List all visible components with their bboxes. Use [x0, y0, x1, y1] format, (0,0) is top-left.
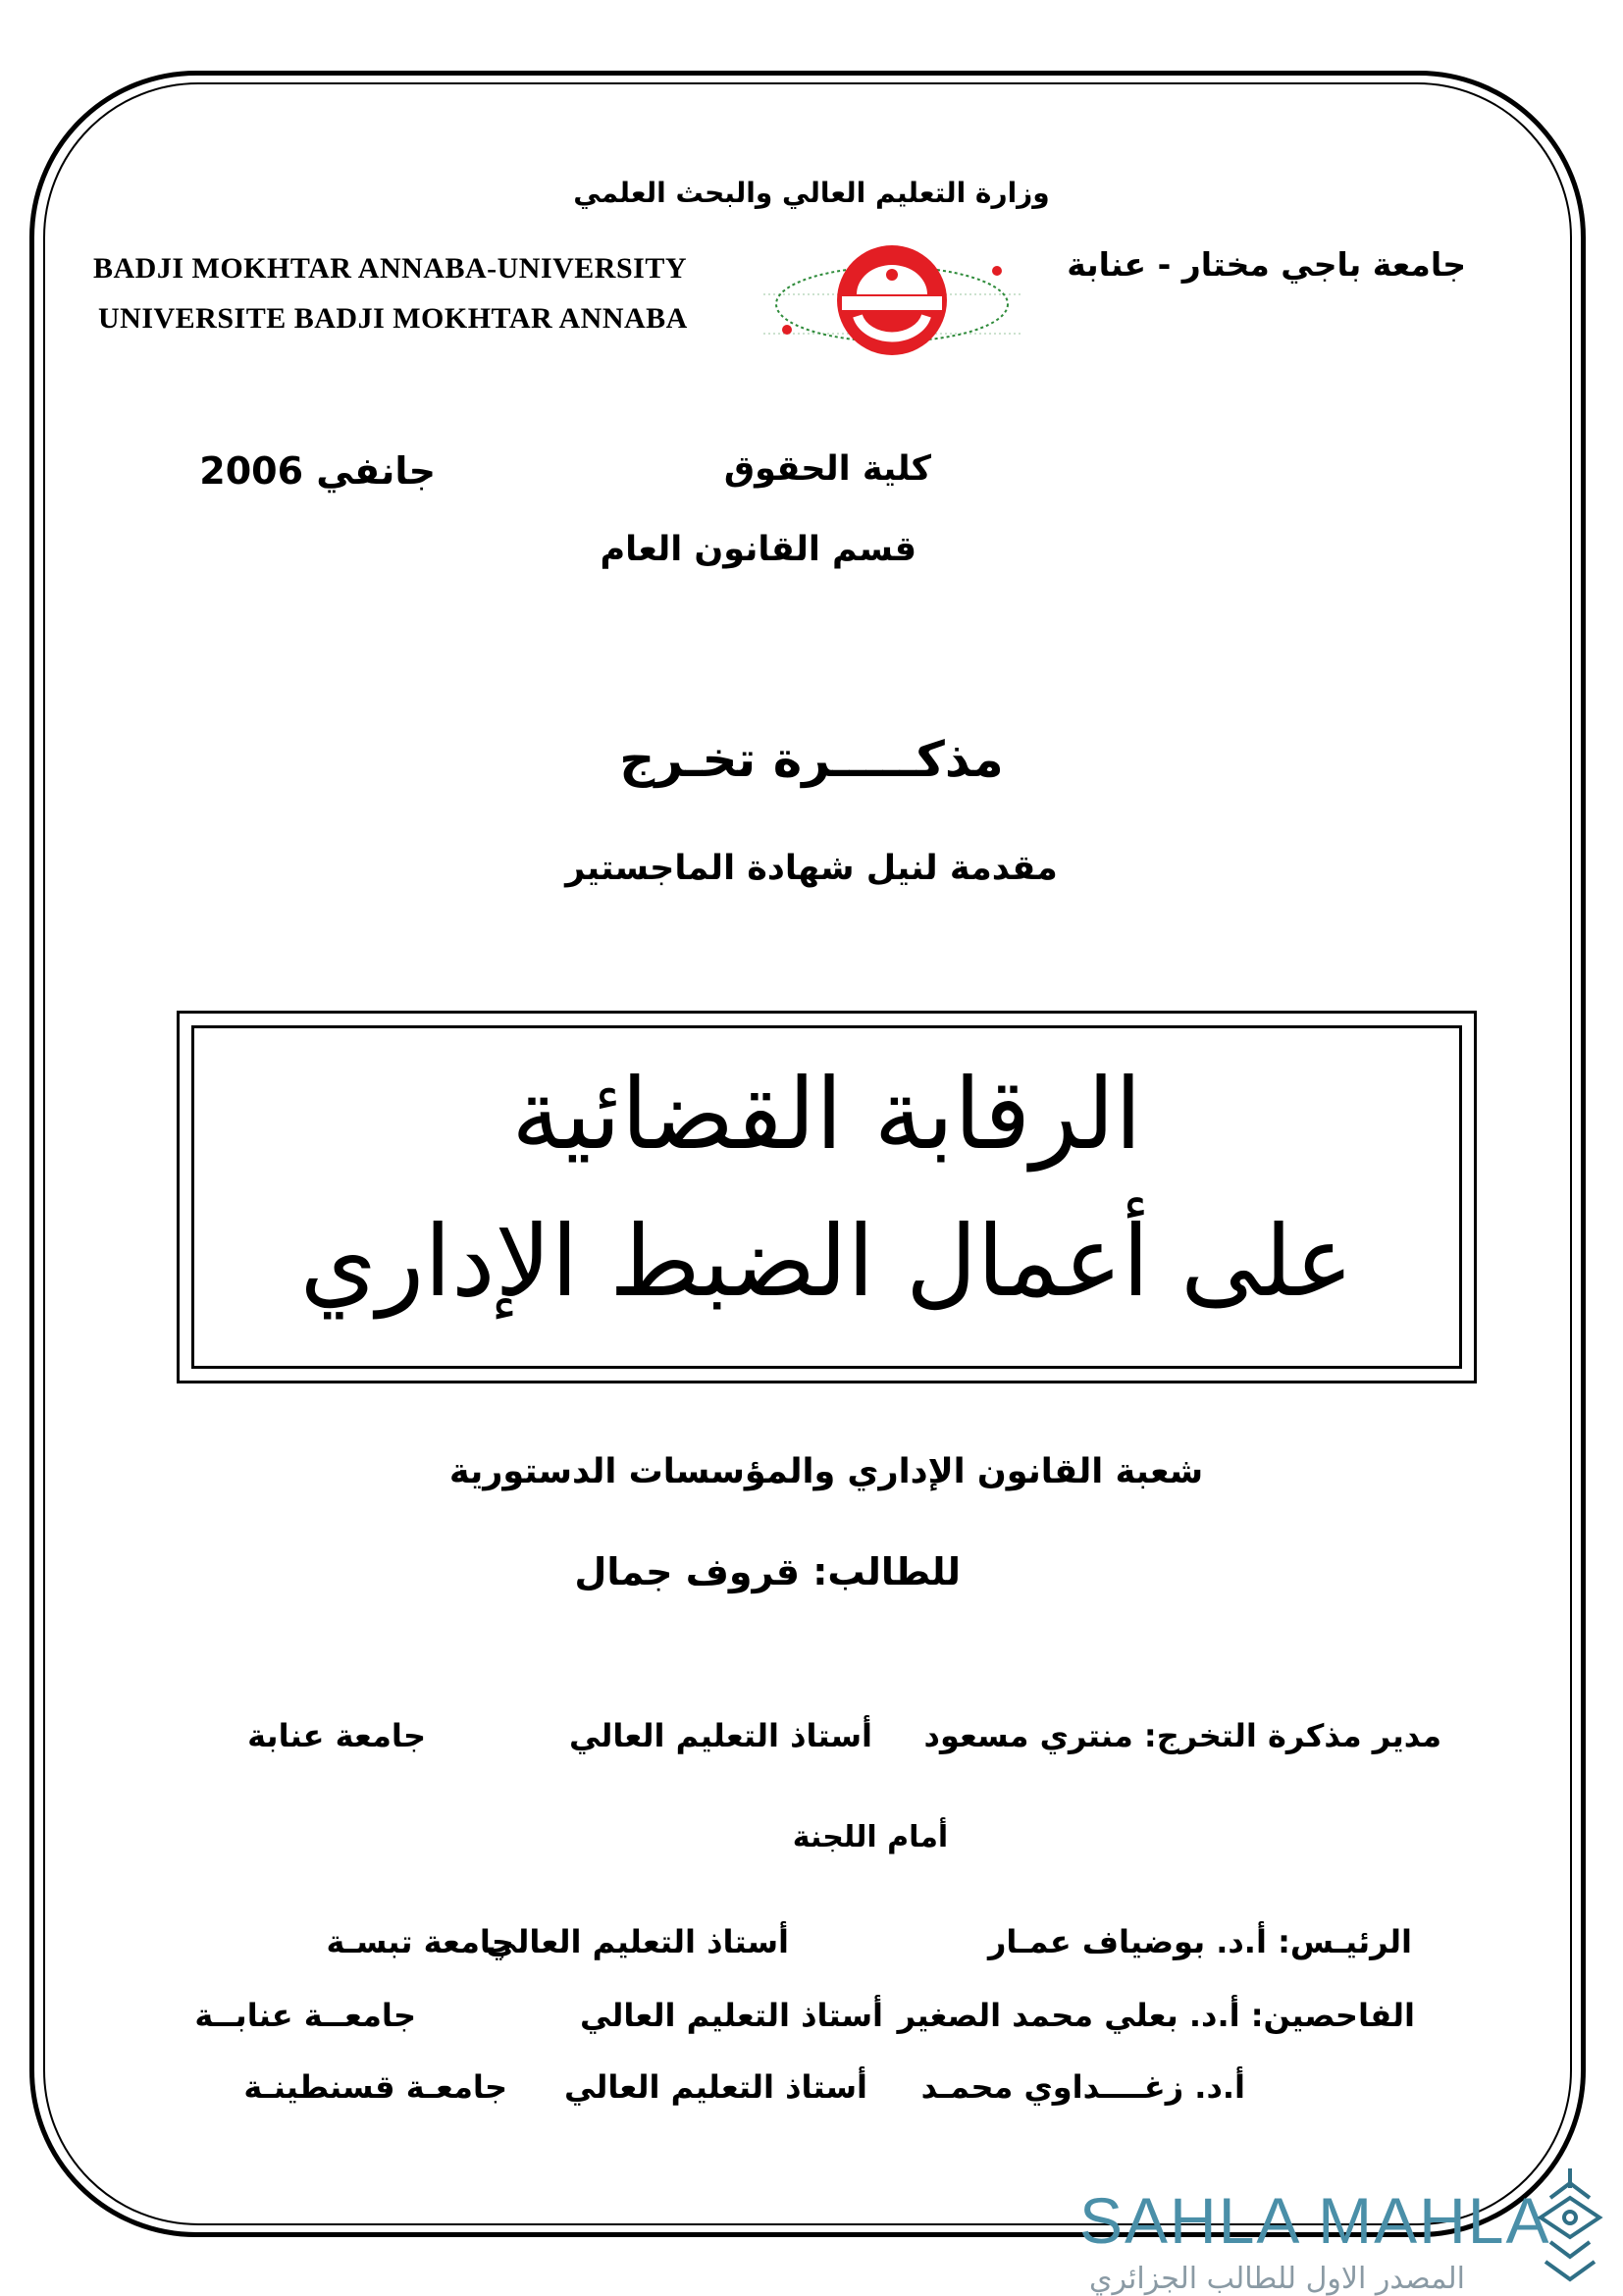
supervisor-name: مدير مذكرة التخرج: منتري مسعود — [923, 1717, 1441, 1754]
degree-label: مقدمة لنيل شهادة الماجستير — [565, 849, 1058, 888]
university-name-ar: جامعة باجي مختار - عنابة — [1067, 245, 1466, 284]
memo-label: مذكـــــرة تخـرج — [619, 731, 1004, 788]
committee-member-title: أستاذ التعليم العالي — [564, 2068, 867, 2106]
university-logo-icon — [763, 235, 1021, 373]
supervisor-title: أستاذ التعليم العالي — [569, 1717, 872, 1754]
committee-member-name: الفاحصين: أ.د. بعلي محمد الصغير — [897, 1997, 1415, 2034]
committee-member-name: أ.د. زغــــداوي محمـد — [920, 2068, 1245, 2106]
faculty-name: كلية الحقوق — [723, 449, 931, 489]
committee-member-title: أستاذ التعليم العالي — [486, 1923, 789, 1960]
committee-member-name: الرئيـس: أ.د. بوضياف عمـار — [988, 1923, 1412, 1960]
committee-member-university: جامعة تبسـة — [326, 1923, 514, 1960]
student-name: للطالب: قروف جمال — [574, 1550, 961, 1593]
committee-member-title: أستاذ التعليم العالي — [580, 1997, 883, 2034]
committee-label: أمام اللجنة — [792, 1820, 949, 1854]
date: جانفي 2006 — [199, 449, 436, 493]
ministry-name: وزارة التعليم العالي والبحث العلمي — [573, 177, 1050, 209]
watermark-logo-icon — [1521, 2164, 1619, 2291]
thesis-title-line2: على أعمال الضبط الإداري — [299, 1204, 1354, 1319]
title-box-inner — [191, 1025, 1462, 1369]
supervisor-university: جامعة عنابة — [247, 1717, 426, 1754]
watermark-tagline: المصدر الاول للطالب الجزائري — [1089, 2262, 1465, 2296]
thesis-title-line1: الرقابة القضائية — [511, 1057, 1142, 1172]
committee-member-university: جامعــة عنابــة — [194, 1997, 416, 2034]
department-name: قسم القانون العام — [600, 530, 916, 569]
university-name-en: BADJI MOKHTAR ANNABA-UNIVERSITY — [93, 252, 687, 285]
branch-name: شعبة القانون الإداري والمؤسسات الدستورية — [448, 1452, 1204, 1491]
title-box — [177, 1011, 1477, 1383]
watermark-brand: SAHLA MAHLA — [1079, 2184, 1551, 2257]
university-name-fr: UNIVERSITE BADJI MOKHTAR ANNABA — [98, 302, 688, 335]
committee-member-university: جامعـة قسنطينـة — [243, 2068, 507, 2106]
